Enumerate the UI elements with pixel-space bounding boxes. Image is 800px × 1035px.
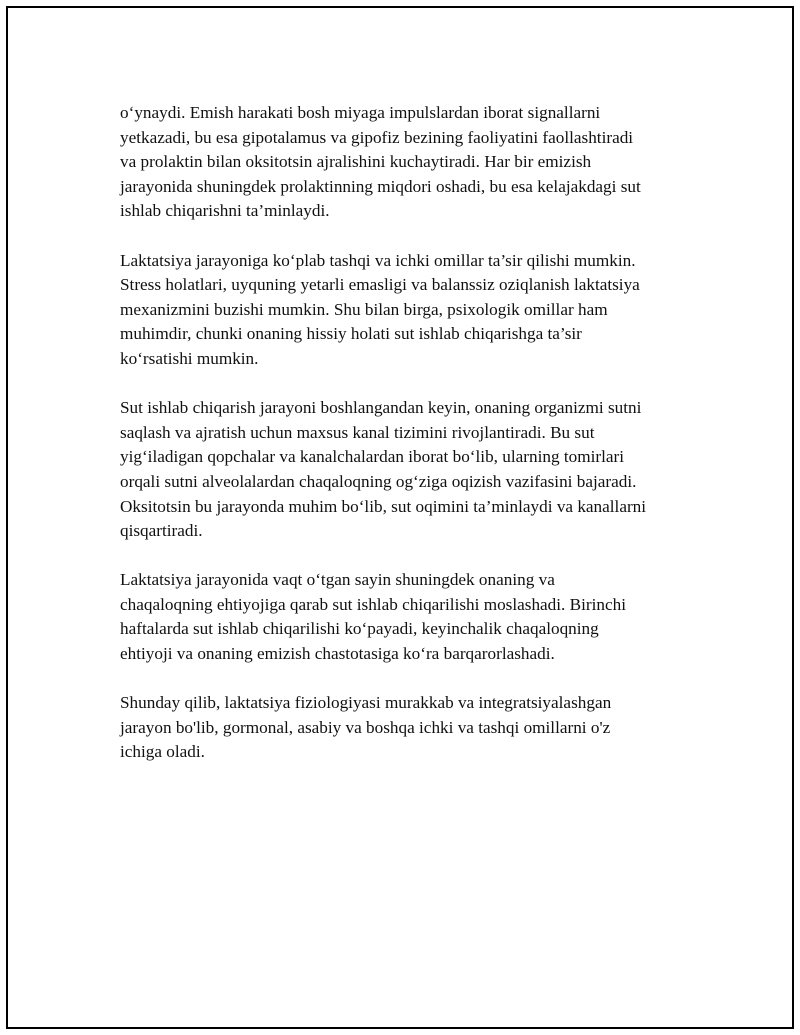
paragraph-4: Laktatsiya jarayonida vaqt o‘tgan sayin shuningdek onaning va chaqaloqning ehtiyojiga qarab sut ishlab chiqarilishi moslashadi. Birinchi haftalarda sut ishlab chiqarilishi ko‘payadi, keyinchalik chaqaloqning ehtiyoji va onaning emizish chastotasiga ko‘ra barqarorlashadi. <box>120 570 626 664</box>
document-body <box>120 101 700 790</box>
paragraph-2: Laktatsiya jarayoniga ko‘plab tashqi va ichki omillar ta’sir qilishi mumkin. Stress holatlari, uyquning yetarli emasligi va balanssiz oziqlanish laktatsiya mexanizmini buzishi mumkin. Shu bilan birga, psixologik omillar ham muhimdir, chunki onaning hissiy holati sut ishlab chiqarishga ta’sir ko‘rsatishi mumkin. <box>120 250 640 368</box>
paragraph-3: Sut ishlab chiqarish jarayoni boshlangandan keyin, onaning organizmi sutni saqlash va ajratish uchun maxsus kanal tizimini rivojlantiradi. Bu sut yig‘iladigan qopchalar va kanalchalardan iborat bo‘lib, ularning tomirlari orqali sutni alveolalardan chaqaloqning og‘ziga oqizish vazifasini bajaradi. Oksitotsin bu jarayonda muhim bo‘lib, sut oqimini ta’minlaydi va kanallarni qisqartiradi. <box>120 398 647 541</box>
page-frame <box>6 6 794 1029</box>
paragraph-5: Shunday qilib, laktatsiya fiziologiyasi murakkab va integratsiyalashgan jarayon bo'lib, gormonal, asabiy va boshqa ichki va tashqi omillarni o'z ichiga oladi. <box>120 693 612 762</box>
paragraph-1: o‘ynaydi. Emish harakati bosh miyaga impulslardan iborat signallarni yetkazadi, bu esa gipotalamus va gipofiz bezining faoliyatini faollashtiradi va prolaktin bilan oksitotsin ajralishini kuchaytiradi. Har bir emizish jarayonida shuningdek prolaktinning miqdori oshadi, bu esa kelajakdagi sut ishlab chiqarishni ta’minlaydi. <box>120 103 641 221</box>
